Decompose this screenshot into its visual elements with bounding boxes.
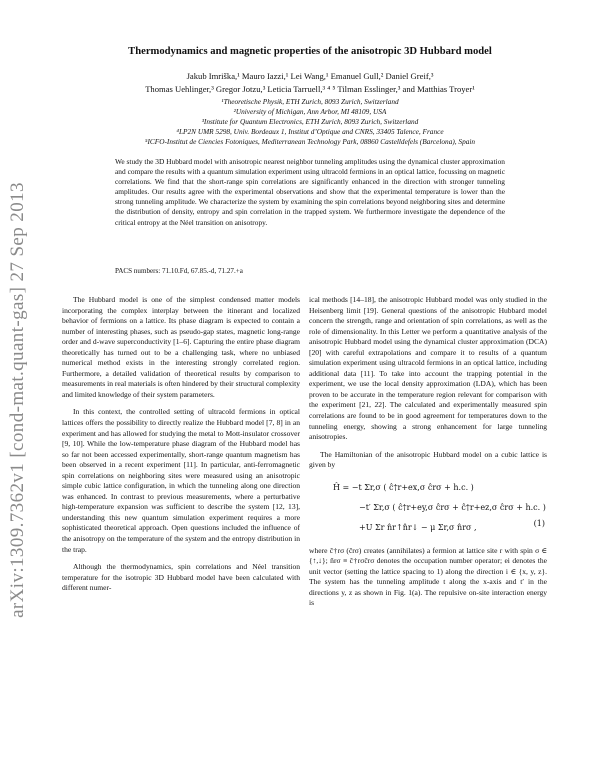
pacs-numbers: PACS numbers: 71.10.Fd, 67.85.-d, 71.27.+a	[115, 267, 243, 275]
equation-line: −t′ Σr,σ ( ĉ†r+ey,σ ĉrσ + ĉ†r+ez,σ ĉrσ + h.c. )	[359, 502, 546, 512]
affiliation: ⁴LP2N UMR 5298, Univ. Bordeaux 1, Institut d’Optique and CNRS, 33405 Talence, France	[176, 127, 444, 136]
affiliation: ³Institute for Quantum Electronics, ETH Zurich, 8093 Zurich, Switzerland	[201, 117, 419, 126]
paragraph: ical methods [14–18], the anisotropic Hubbard model was only studied in the Heisenberg limit [19]. General questions of the anisotropic Hubbard model concern the strength, range and orientation of spin correlations, as well as the role of dimensionality. In this Letter we perform a quantitative analysis of the anisotropic Hubbard model using the dynamical cluster approximation (DCA) [20] with careful extrapolations and compare it to results of a quantum simulation experiment using ultracold fermions in an optical lattice, including additional data [11]. To take into account the trapping potential in the experiment, we use the local density approximation (LDA), which has been proven to be accurate in the temperature region relevant for comparison with the experiment [21, 22]. The calculated and experimentally measured spin correlations are found to be in good agreement for temperatures down to the tunneling energy, showing a strong enhancement for large tunneling anisotropies.	[309, 295, 547, 442]
paragraph: where ĉ†rσ (ĉrσ) creates (annihilates) a fermion at lattice site r with spin σ ∈ {↑,↓}; n̂rσ ≡ ĉ†rσĉrσ denotes the occupation number operator; ei denotes the unit vector (setting the lattice spacing to 1) along the direction i ∈ {x, y, z}. The system has the tunneling amplitude t along the x-axis and t′ in the directions y, z as shown in Fig. 1(a). The repulsive on-site interaction energy is	[309, 545, 547, 608]
affiliation: ²University of Michigan, Ann Arbor, MI 48109, USA	[233, 107, 387, 116]
right-column	[309, 295, 547, 616]
paragraph: In this context, the controlled setting of ultracold fermions in optical lattices offers the possibility to directly realize the Hubbard model [7, 8] in an experiment and has allowed for studying the metal to Mott-insulator crossover [9, 10]. While the low-temperature phase diagram of the Hubbard model has so far not been accessed experimentally, short-range quantum magnetism has been observed in a recent experiment [11]. In particular, anti-ferromagnetic spin correlations on neighboring sites were measured using an anisotropic simple cubic lattice configuration, in which the tunneling along one direction was enhanced. In contrast to previous measurements, where a perturbative high-temperature expansion was sufficient to describe the system [12, 13], understanding this new quantum simulation experiment requires a more sophisticated theoretical approach. Open questions included the influence of the anisotropy on the temperature of the system and the entropy distribution in the trap.	[62, 407, 300, 554]
paragraph: Although the thermodynamics, spin correlations and Néel transition temperature for the isotropic 3D Hubbard model have been calculated with different numer-	[62, 562, 300, 593]
equation-number: (1)	[533, 518, 545, 528]
affiliation-list	[60, 97, 560, 147]
affiliation: ⁵ICFO-Institut de Ciencies Fotoniques, Mediterranean Technology Park, 08860 Castelldefels (Barcelona), Spain	[144, 137, 476, 146]
hamiltonian-equation	[309, 478, 547, 538]
author-line: Jakub Imriška,¹ Mauro Iazzi,¹ Lei Wang,¹ Emanuel Gull,² Daniel Greif,³	[186, 71, 434, 81]
paper-title: Thermodynamics and magnetic properties of the anisotropic 3D Hubbard model	[128, 46, 492, 57]
author-list	[60, 70, 560, 95]
paragraph: The Hubbard model is one of the simplest condensed matter models incorporating the complex interplay between the itinerant and localized behavior of fermions on a lattice. Its phase diagram is expected to contain a number of interesting phases, such as pseudo-gap states, magnetic long-range order and d-wave superconductivity [1–6]. Capturing the entire phase diagram theoretically has turned out to be a challenging task, where no unbiased numerical method exists in the interesting strongly correlated region. Furthermore, a detailed validation of theoretical results by comparison to measurements in real materials is often hindered by their structural complexity and limited knowledge of their system parameters.	[62, 295, 300, 399]
paragraph: The Hamiltonian of the anisotropic Hubbard model on a cubic lattice is given by	[309, 449, 547, 470]
arxiv-id: arXiv:1309.7362v1 [cond-mat.quant-gas] 27 Sep 2013	[7, 182, 28, 618]
abstract: We study the 3D Hubbard model with anisotropic nearest neighbor tunneling amplitudes using the dynamical cluster approximation and compare the results with a quantum simulation experiment using ultracold fermions in an optical lattice, focussing on magnetic correlations. We find that the short-range spin correlations are significantly enhanced in the direction with stronger tunneling amplitudes. Our results agree with the experimental observations and show that the experimental temperature is lower than the strong tunneling amplitude. We characterize the system by examining the spin correlations beyond neighboring sites and determine the distribution of density, entropy and spin correlation in the trapped system. We furthermore investigate the dependence of the critical entropy at the Néel transition on anisotropy.	[115, 157, 505, 227]
affiliation: ¹Theoretische Physik, ETH Zurich, 8093 Zurich, Switzerland	[221, 97, 399, 106]
equation-line: +U Σr n̂r↑n̂r↓ − μ Σr,σ n̂rσ ,	[359, 522, 477, 532]
left-column	[62, 295, 300, 601]
arxiv-stamp	[4, 150, 32, 650]
author-line: Thomas Uehlinger,³ Gregor Jotzu,³ Leticia Tarruell,³ ⁴ ⁵ Tilman Esslinger,³ and Matthias Troyer¹	[145, 83, 475, 94]
equation-line: Ĥ = −t Σr,σ ( ĉ†r+ex,σ ĉrσ + h.c. )	[333, 482, 474, 492]
